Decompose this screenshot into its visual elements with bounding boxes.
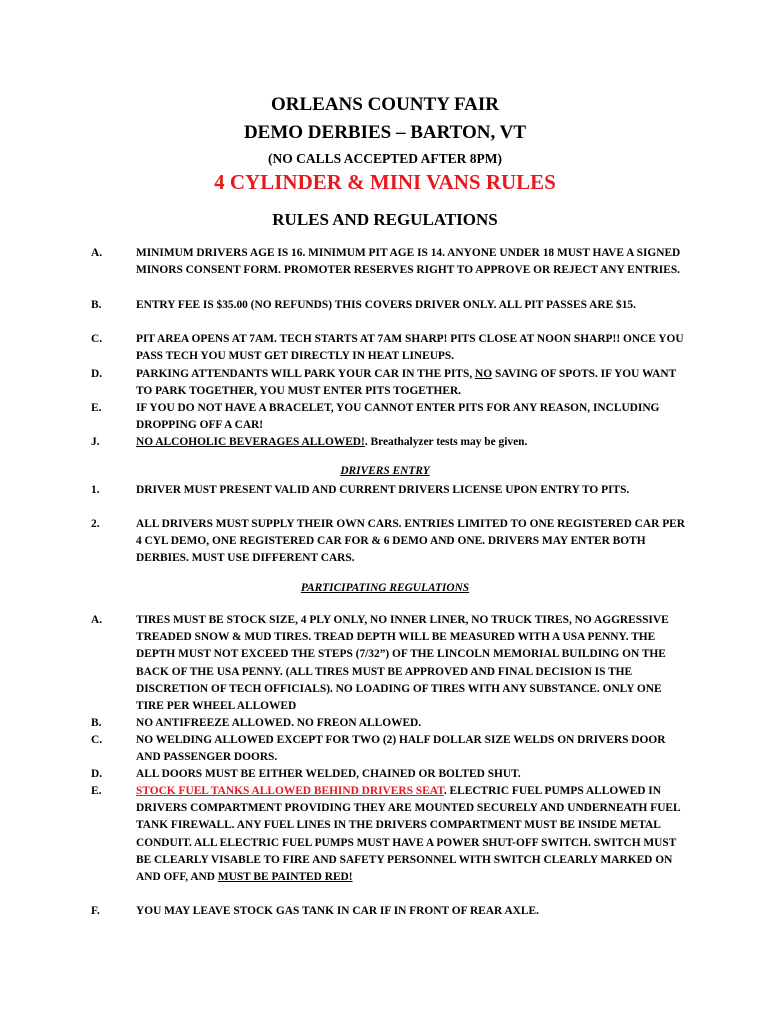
rule-text: ENTRY FEE IS $35.00 (NO REFUNDS) THIS COVERS DRIVER ONLY. ALL PIT PASSES ARE $15.	[136, 299, 636, 311]
regulation-label: E.	[91, 785, 102, 797]
fair-title: ORLEANS COUNTY FAIR	[270, 94, 500, 115]
rule-text	[136, 366, 691, 400]
rule-text: IF YOU DO NOT HAVE A BRACELET, YOU CANNOT ENTER PITS FOR ANY REASON, INCLUDING DROPPING OFF A CAR!	[136, 402, 660, 432]
rule-label: D.	[91, 368, 103, 380]
rules-title: 4 CYLINDER & MINI VANS RULES	[214, 170, 556, 194]
rule-label: E.	[91, 402, 102, 414]
rule-text: MINIMUM DRIVERS AGE IS 16. MINIMUM PIT AGE IS 14. ANYONE UNDER 18 MUST HAVE A SIGNED MINORS CONSENT FORM. PROMOTER RESERVES RIGHT TO APPROVE OR REJECT ANY ENTRIES.	[136, 247, 681, 277]
regulation-text: NO ANTIFREEZE ALLOWED. NO FREON ALLOWED.	[136, 717, 422, 729]
regulation-label: D.	[91, 768, 103, 780]
entry-label: 1.	[91, 484, 100, 496]
rule-text-underlined: NO ALCOHOLIC BEVERAGES ALLOWED!	[136, 436, 365, 448]
entry-label: 2.	[91, 518, 100, 530]
regulation-label: A.	[91, 614, 103, 626]
regulation-text-underlined: MUST BE PAINTED RED!	[217, 871, 353, 884]
regulation-text-highlight: STOCK FUEL TANKS ALLOWED BEHIND DRIVERS SEAT	[136, 785, 444, 797]
rule-label: C.	[91, 333, 103, 345]
regulation-label: B.	[91, 717, 102, 729]
regulation-label: F.	[91, 905, 100, 917]
rules-section-title: RULES AND REGULATIONS	[272, 210, 498, 229]
participating-heading: PARTICIPATING REGULATIONS	[300, 582, 470, 594]
event-subtitle: DEMO DERBIES – BARTON, VT	[243, 122, 527, 143]
rule-text: PIT AREA OPENS AT 7AM. TECH STARTS AT 7AM SHARP! PITS CLOSE AT NOON SHARP!! ONCE YOU PASS TECH YOU MUST GET DIRECTLY IN HEAT LINEUPS.	[136, 333, 684, 363]
calls-notice: (NO CALLS ACCEPTED AFTER 8PM)	[267, 151, 502, 166]
regulation-text-part: . ELECTRIC FUEL PUMPS ALLOWED IN DRIVERS COMPARTMENT PROVIDING THEY ARE MOUNTED SECURELY AND UNDERNEATH FUEL TANK FIREWALL. ANY FUEL LINES IN THE DRIVERS COMPARTMENT MUST BE INSIDE METAL CONDUIT. ALL ELECTRIC FUEL PUMPS MUST HAVE A POWER SHUT-OFF SWITCH. SWITCH MUST BE CLEARLY VISABLE TO FIRE AND SAFETY PERSONNEL WITH SWITCH CLEARLY MARKED ON AND OFF, AND	[136, 785, 680, 884]
regulation-text: NO WELDING ALLOWED EXCEPT FOR TWO (2) HALF DOLLAR SIZE WELDS ON DRIVERS DOOR AND PASSENGER DOORS.	[136, 734, 666, 764]
regulation-text: TIRES MUST BE STOCK SIZE, 4 PLY ONLY, NO INNER LINER, NO TRUCK TIRES, NO AGGRESSIVE TREADED SNOW & MUD TIRES. TREAD DEPTH WILL BE MEASURED WITH A USA PENNY. THE DEPTH MUST NOT EXCEED THE STEPS (7/32”) OF THE LINCOLN MEMORIAL BUILDING ON THE BACK OF THE USA PENNY. (ALL TIRES MUST BE APPROVED AND FINAL DECISION IS THE DISCRETION OF TECH OFFICIALS). NO LOADING OF TIRES WITH ANY SUBSTANCE. ONLY ONE TIRE PER WHEEL ALLOWED	[136, 614, 669, 713]
rule-label: A.	[91, 247, 103, 259]
entry-text: DRIVER MUST PRESENT VALID AND CURRENT DRIVERS LICENSE UPON ENTRY TO PITS.	[136, 484, 630, 496]
regulation-text: YOU MAY LEAVE STOCK GAS TANK IN CAR IF IN FRONT OF REAR AXLE.	[136, 905, 539, 917]
rule-label: J.	[91, 436, 100, 448]
drivers-entry-heading: DRIVERS ENTRY	[340, 465, 430, 477]
regulation-text: ALL DOORS MUST BE EITHER WELDED, CHAINED OR BOLTED SHUT.	[136, 768, 521, 780]
regulation-text	[136, 783, 691, 886]
rule-text-part: PARKING ATTENDANTS WILL PARK YOUR CAR IN THE PITS,	[136, 368, 476, 380]
rule-label: B.	[91, 299, 102, 311]
entry-text: ALL DRIVERS MUST SUPPLY THEIR OWN CARS. ENTRIES LIMITED TO ONE REGISTERED CAR PER 4 CYL DEMO, ONE REGISTERED CAR FOR & 6 DEMO AND ONE. DRIVERS MAY ENTER BOTH DERBIES. MUST USE DIFFERENT CARS.	[136, 518, 685, 565]
rule-text-part: . Breathalyzer tests may be given.	[364, 436, 528, 448]
rule-text-part: SAVING OF SPOTS. IF YOU WANT TO PARK TOGETHER, YOU MUST ENTER PITS TOGETHER.	[136, 368, 676, 398]
regulation-label: C.	[91, 734, 103, 746]
rule-text	[136, 434, 691, 451]
rule-text-underlined: NO	[475, 368, 493, 380]
